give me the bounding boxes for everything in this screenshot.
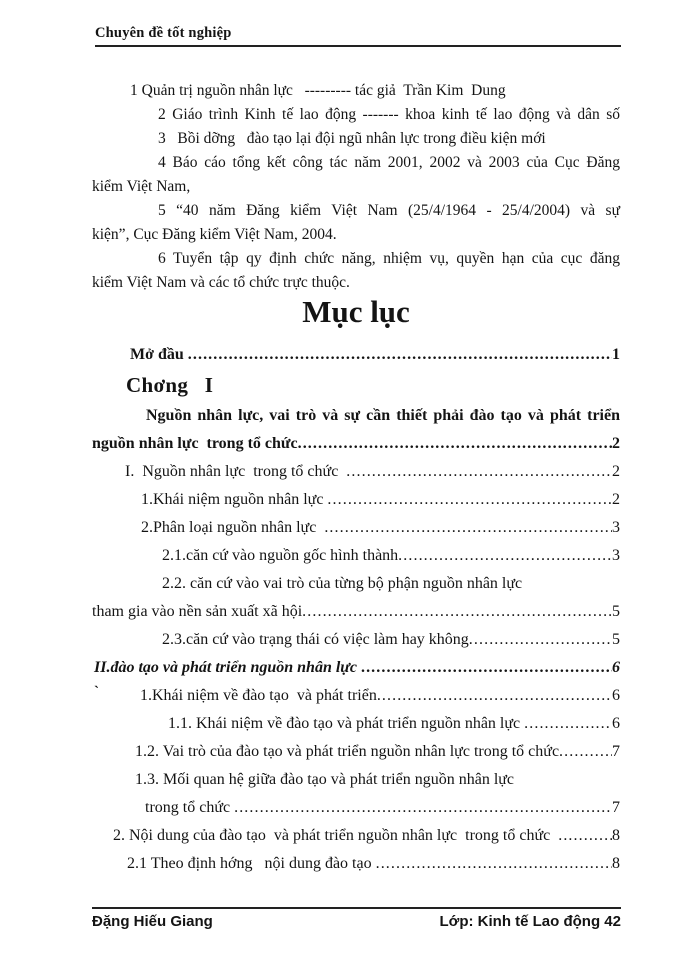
toc-row — [92, 602, 620, 622]
toc-entry-text: 1.2. Vai trò của đào tạo và phát triển nguồn nhân lực trong tổ chức — [135, 743, 560, 760]
toc-row — [92, 462, 620, 482]
toc-leader-dots — [234, 798, 612, 818]
toc-leader-dots — [324, 518, 612, 538]
toc-page-number: 6 — [612, 659, 620, 676]
toc-page-number: 7 — [612, 743, 620, 760]
toc-leader-dots — [469, 630, 612, 650]
toc-row — [92, 490, 620, 510]
toc-row — [92, 826, 620, 846]
toc-leader-dots — [376, 854, 612, 874]
toc-page-number: 1 — [612, 346, 620, 363]
toc-leader-dots — [524, 714, 612, 734]
toc-row — [92, 373, 620, 397]
toc-entry-text: 2.1 Theo định hớng nội dung đào tạo — [127, 855, 376, 872]
toc-row — [92, 546, 620, 566]
stray-accent-mark: ` — [94, 684, 99, 700]
toc-row — [92, 658, 620, 678]
toc-entry-text: Nguồn nhân lực, vai trò và sự cần thiết phải đào tạo và phát triển — [146, 407, 620, 424]
footer-class: Lớp: Kinh tế Lao động 42 — [439, 913, 621, 930]
toc-entry-text: I. Nguồn nhân lực trong tổ chức — [125, 463, 347, 480]
toc-leader-dots — [361, 658, 612, 678]
toc-page-number: 8 — [612, 827, 620, 844]
toc-entry-text: Mở đầu — [130, 346, 188, 363]
reference-line: 6 Tuyển tập qy định chức năng, nhiệm vụ, quyền hạn của cục đăng — [158, 250, 620, 267]
toc-entry-text: 1.Khái niệm về đào tạo và phát triển — [140, 687, 377, 704]
reference-line: kiểm Việt Nam, — [92, 178, 191, 195]
toc-entry-text: 2.3.căn cứ vào trạng thái có việc làm hay không — [162, 631, 469, 648]
toc-entry-text: nguồn nhân lực trong tổ chức — [92, 435, 298, 452]
toc-page-number: 5 — [612, 631, 620, 648]
toc-row — [92, 686, 620, 706]
page-header — [95, 25, 621, 47]
toc-row — [92, 434, 620, 454]
toc-entry-text: 2.2. căn cứ vào vai trò của từng bộ phận nguồn nhân lực — [162, 575, 523, 592]
toc-entry-text: 1.3. Mối quan hệ giữa đào tạo và phát triển nguồn nhân lực — [135, 771, 515, 788]
toc-page-number: 2 — [612, 435, 620, 452]
toc-entry-text: 2.Phân loại nguồn nhân lực — [141, 519, 325, 536]
toc-entry-text: 1.1. Khái niệm về đào tạo và phát triển nguồn nhân lực — [168, 715, 525, 732]
reference-line: 5 “40 năm Đăng kiểm Việt Nam (25/4/1964 - 25/4/2004) và sự — [158, 202, 620, 219]
toc-row — [92, 742, 620, 762]
toc-leader-dots — [398, 546, 612, 566]
footer-author: Đặng Hiếu Giang — [92, 913, 213, 930]
toc-row — [92, 574, 620, 594]
toc-row — [92, 406, 620, 426]
toc — [92, 345, 620, 882]
toc-page-number: 2 — [612, 491, 620, 508]
toc-leader-dots — [559, 742, 612, 762]
header-title: Chuyên đề tốt nghiệp — [95, 25, 232, 41]
toc-page-number: 5 — [612, 603, 620, 620]
toc-leader-dots — [298, 434, 612, 454]
toc-page-number: 7 — [612, 799, 620, 816]
toc-leader-dots — [302, 602, 612, 622]
toc-entry-text: trong tổ chức — [145, 799, 235, 816]
toc-row — [92, 798, 620, 818]
toc-row — [92, 630, 620, 650]
toc-row — [92, 714, 620, 734]
toc-row — [92, 345, 620, 365]
toc-entry-text: II.đào tạo và phát triển nguồn nhân lực — [94, 659, 361, 676]
toc-leader-dots — [188, 345, 612, 365]
toc-page-number: 6 — [612, 687, 620, 704]
reference-line: 2 Giáo trình Kinh tế lao động ------- khoa kinh tế lao động và dân số — [158, 106, 620, 123]
page-footer — [92, 907, 621, 930]
toc-entry-text: 2.1.căn cứ vào nguồn gốc hình thành — [162, 547, 399, 564]
toc-page-number: 3 — [612, 519, 620, 536]
toc-entry-text: Chơng I — [126, 373, 214, 397]
toc-row — [92, 518, 620, 538]
reference-line: kiện”, Cục Đăng kiểm Việt Nam, 2004. — [92, 226, 337, 243]
toc-page-number: 8 — [612, 855, 620, 872]
toc-leader-dots — [346, 462, 612, 482]
reference-list — [92, 79, 620, 295]
toc-page-number: 3 — [612, 547, 620, 564]
reference-line: 4 Báo cáo tổng kết công tác năm 2001, 2002 và 2003 của Cục Đăng — [158, 154, 620, 171]
toc-row — [92, 770, 620, 790]
toc-leader-dots — [327, 490, 612, 510]
toc-entry-text: 2. Nội dung của đào tạo và phát triển nguồn nhân lực trong tổ chức — [113, 827, 559, 844]
toc-entry-text: 1.Khái niệm nguồn nhân lực — [141, 491, 328, 508]
toc-leader-dots — [558, 826, 612, 846]
reference-line: 1 Quản trị nguồn nhân lực --------- tác giả Trần Kim Dung — [130, 82, 506, 99]
toc-title: Mục lục — [302, 294, 410, 329]
toc-page-number: 2 — [612, 463, 620, 480]
reference-line: kiểm Việt Nam và các tổ chức trực thuộc. — [92, 274, 350, 291]
toc-leader-dots — [377, 686, 612, 706]
reference-line: 3 Bồi dỡng đào tạo lại đội ngũ nhân lực trong điều kiện mới — [158, 130, 546, 147]
toc-page-number: 6 — [612, 715, 620, 732]
toc-entry-text: tham gia vào nền sản xuất xã hội — [92, 603, 303, 620]
toc-row — [92, 854, 620, 874]
